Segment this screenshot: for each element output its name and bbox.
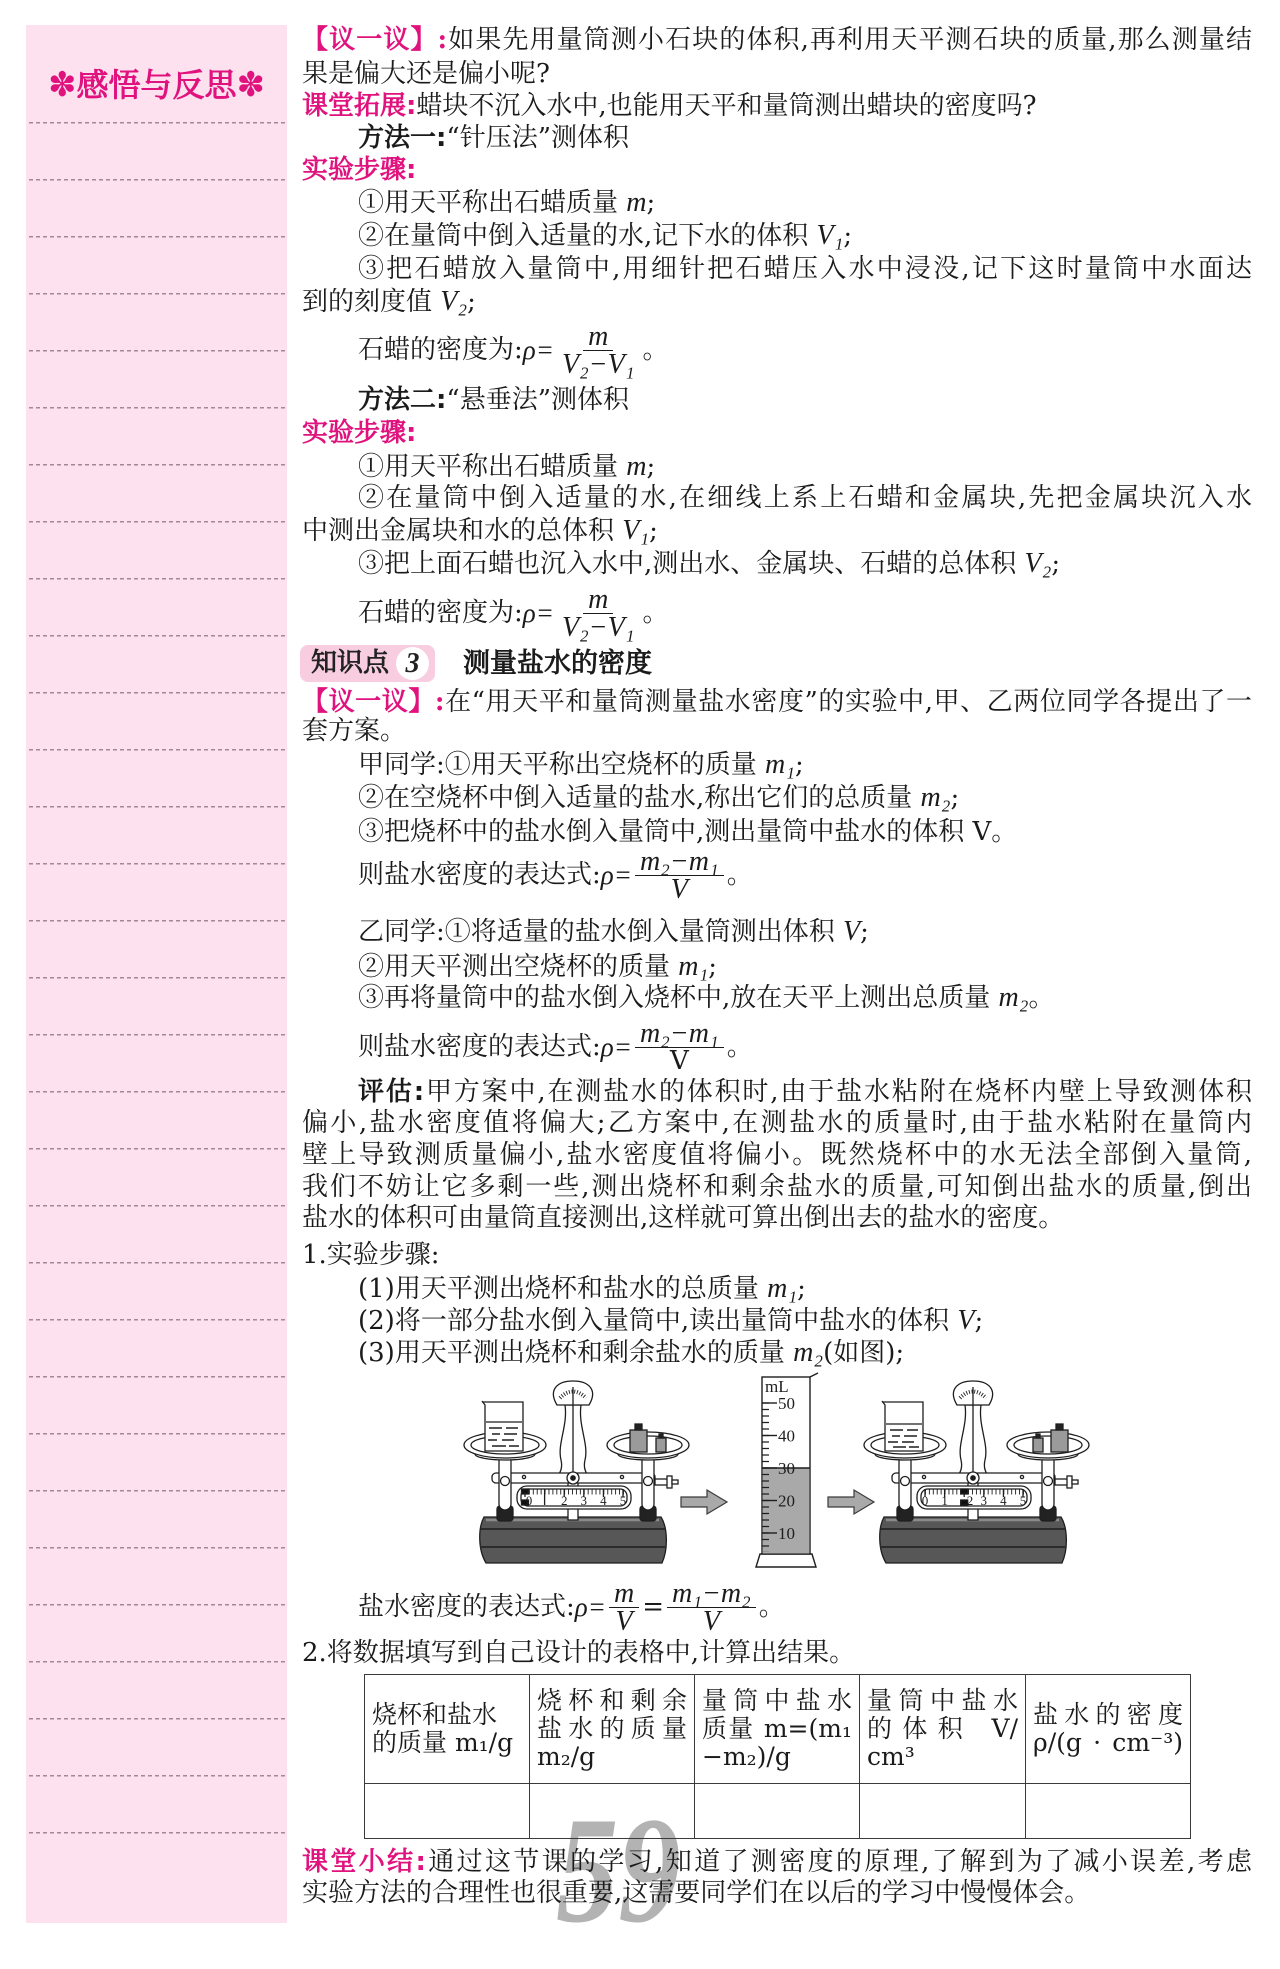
punct: (如图); <box>823 1338 905 1368</box>
equals-sign: = <box>642 1591 664 1622</box>
class-extension-label: 课堂拓展: <box>302 91 417 121</box>
punct: ; <box>795 750 804 780</box>
class-summary-line-1 <box>302 1845 1252 1879</box>
header-line: 量筒中盐水 <box>702 1686 852 1715</box>
numerator: m <box>583 586 613 614</box>
punct: 。 <box>726 859 753 890</box>
reflection-sidebar <box>26 25 287 1923</box>
step-text: ①用天平称出石蜡质量 <box>358 188 627 218</box>
table-cell <box>530 1784 695 1839</box>
formula-lhs: ρ= <box>600 1031 632 1062</box>
brine-discuss-line-2: 套方案。 <box>302 716 407 746</box>
method-2-step-2-line-1: ②在量筒中倒入适量的水,在细线上系上石蜡和金属块,先把金属块沉入水 <box>358 483 1252 513</box>
header-line: 盐水的密度 <box>1033 1700 1183 1729</box>
jia-step-1 <box>302 748 1252 782</box>
header-line: 烧杯和盐水 <box>372 1700 498 1729</box>
jia-density-formula <box>302 843 1252 907</box>
step-text: ③再将量筒中的盐水倒入烧杯中,放在天平上测出总质量 <box>358 983 999 1013</box>
formula-text: 石蜡的密度为: <box>358 597 523 628</box>
method-1-title <box>302 121 1252 155</box>
balance-with-beaker-after-illustration <box>862 1378 1084 1565</box>
brine-density-formula <box>302 1575 1252 1639</box>
table-cell <box>860 1784 1026 1839</box>
variable: V₂ <box>1024 548 1052 579</box>
evaluation-line-2: 偏小,盐水密度值将偏大;乙方案中,在测盐水的质量时,由于盐水粘附在量筒内 <box>302 1108 1252 1138</box>
header-cell-remaining-mass <box>530 1675 695 1784</box>
variable: V <box>957 1305 975 1336</box>
header-cell-density <box>1026 1675 1191 1784</box>
header-line: ρ/(g · cm⁻³) <box>1033 1728 1183 1757</box>
evaluation-text: 甲方案中,在测盐水的体积时,由于盐水粘附在烧杯内壁上导致测体积 <box>424 1077 1253 1107</box>
formula-lhs: ρ= <box>600 859 632 890</box>
variable: m₂ <box>793 1337 824 1368</box>
balance-beam-scale <box>917 1486 1031 1509</box>
balance-pointer-pillar <box>553 1381 592 1477</box>
discuss-label: 【议一议】: <box>302 25 448 55</box>
fraction <box>609 1577 639 1637</box>
variable: V₁ <box>622 515 650 546</box>
fraction <box>635 845 724 905</box>
method-1-step-3-line-1: ③把石蜡放入量筒中,用细针把石蜡压入水中浸没,记下这时量筒中水面达 <box>358 254 1252 284</box>
discuss-label: 【议一议】: <box>302 687 445 717</box>
scale-label: 0 <box>525 1493 533 1508</box>
fraction <box>667 1577 756 1637</box>
balance-beam <box>892 1472 1055 1484</box>
method-2-steps-label: 实验步骤: <box>302 418 417 448</box>
procedure-heading: 1.实验步骤: <box>302 1240 440 1270</box>
scale-label: 5 <box>619 1493 627 1508</box>
header-cell-cylinder-volume <box>860 1675 1026 1784</box>
flower-ornament-icon: ✽ <box>236 65 265 105</box>
punct: ; <box>950 783 960 813</box>
denominator: V <box>669 1045 689 1076</box>
formula-text: 盐水密度的表达式: <box>358 1591 575 1622</box>
cylinder-unit-label: mL <box>765 1377 789 1396</box>
knowledge-point-badge <box>300 645 435 682</box>
fraction <box>635 1017 724 1076</box>
step-text: (3)用天平测出烧杯和剩余盐水的质量 <box>358 1338 794 1368</box>
punct: 。 <box>726 1031 753 1062</box>
scale-label: 2 <box>966 1493 974 1508</box>
header-line: 盐水的质量 <box>537 1714 687 1743</box>
numerator: m₁−m₂ <box>667 1580 756 1608</box>
method-2-title <box>302 383 1252 417</box>
fraction <box>557 320 640 380</box>
header-cell-total-mass <box>365 1675 530 1784</box>
method-2-step-1 <box>302 450 1252 484</box>
method-2-density-formula <box>302 581 1252 645</box>
variable: m <box>626 187 647 218</box>
method-1-label: 方法一: <box>358 123 447 153</box>
beaker-icon <box>482 1401 523 1451</box>
balance-adjust-knob <box>1055 1476 1078 1488</box>
method-1-steps-label: 实验步骤: <box>302 155 417 185</box>
punct: ; <box>646 452 656 482</box>
flower-ornament-icon: ✽ <box>47 65 77 105</box>
cylinder-mark: 20 <box>778 1491 795 1511</box>
balance-with-beaker-before-illustration <box>462 1378 682 1565</box>
formula-lhs: ρ= <box>574 1591 606 1622</box>
header-line: 量筒中盐水 <box>867 1686 1018 1715</box>
method-2-title-text: “悬垂法”测体积 <box>446 385 629 415</box>
numerator: m₂−m₁ <box>635 848 724 876</box>
method-2-step-2-line-2 <box>302 514 1252 548</box>
discuss-prompt-line-1 <box>302 23 1252 57</box>
cylinder-mark: 30 <box>778 1459 795 1478</box>
step-text: ②用天平测出空烧杯的质量 <box>358 952 679 982</box>
evaluation-line-1 <box>302 1075 1252 1109</box>
variable: m₂ <box>920 782 951 813</box>
discuss-text: 如果先用量筒测小石块的体积,再利用天平测石块的质量,那么测量结 <box>447 25 1252 55</box>
balance-beam-scale <box>517 1486 631 1509</box>
procedure-step-2 <box>302 1304 1252 1338</box>
class-extension-text: 蜡块不沉入水中,也能用天平和量筒测出蜡块的密度吗? <box>416 91 1037 121</box>
step-text: ②在量筒中倒入适量的水,记下水的体积 <box>358 221 817 251</box>
method-1-step-1 <box>302 186 1252 220</box>
variable: m₂ <box>998 982 1029 1013</box>
variable: V <box>843 916 861 947</box>
procedure-step-3 <box>302 1336 1252 1370</box>
variable: m₁ <box>767 1273 798 1304</box>
punct: ; <box>649 516 658 546</box>
step-text: 乙同学:①将适量的盐水倒入量筒测出体积 <box>358 917 844 947</box>
formula-text: 则盐水密度的表达式: <box>358 859 601 890</box>
denominator: V₂−V₁ <box>561 611 635 643</box>
table-cell <box>1026 1784 1191 1839</box>
table-cell <box>695 1784 860 1839</box>
punct: ; <box>974 1306 984 1336</box>
header-line: 的体积 V/ <box>867 1714 1018 1743</box>
step-text: 甲同学:①用天平称出空烧杯的质量 <box>358 750 766 780</box>
scale-label: 3 <box>980 1493 988 1508</box>
punct: ; <box>843 221 853 251</box>
denominator: V <box>670 873 688 905</box>
step-text: (2)将一部分盐水倒入量筒中,读出量筒中盐水的体积 <box>358 1306 958 1336</box>
page-number: 59 <box>556 1786 681 1954</box>
denominator: V <box>615 1605 633 1637</box>
header-line: 的质量 m₁/g <box>372 1728 514 1757</box>
cylinder-base <box>756 1554 816 1567</box>
data-table <box>364 1674 1191 1839</box>
weights-icon <box>1033 1424 1068 1452</box>
evaluation-line-3: 壁上导致测质量偏小,盐水密度值将偏小。既然烧杯中的水无法全部倒入量筒, <box>302 1140 1252 1170</box>
balance-right-pan <box>1007 1432 1089 1460</box>
step-text: ①用天平称出石蜡质量 <box>358 452 627 482</box>
formula-text: 则盐水密度的表达式: <box>358 1031 601 1062</box>
variable: V₂ <box>440 286 468 317</box>
punct: ; <box>467 287 476 317</box>
table-cell <box>365 1784 530 1839</box>
table-header-row <box>365 1675 1191 1784</box>
denominator: V₂−V₁ <box>561 348 635 380</box>
punct: 。 <box>1028 983 1055 1013</box>
balance-adjust-knob <box>655 1476 678 1488</box>
evaluation-line-5: 盐水的体积可由量筒直接测出,这样就可算出倒出去的盐水的密度。 <box>302 1203 1065 1233</box>
knowledge-point-label: 知识点 <box>311 648 390 678</box>
header-line: 质量 m=(m₁ <box>702 1714 852 1743</box>
header-line: cm³ <box>867 1742 915 1771</box>
scale-label: 1 <box>941 1493 948 1508</box>
scale-label: 3 <box>580 1493 588 1508</box>
header-line: 烧杯和剩余 <box>537 1686 687 1715</box>
balance-base <box>880 1517 1067 1563</box>
method-1-density-formula <box>302 318 1252 382</box>
step-text: ②在空烧杯中倒入适量的盐水,称出它们的总质量 <box>358 783 921 813</box>
numerator: m₂−m₁ <box>635 1020 724 1048</box>
denominator: V <box>702 1605 720 1637</box>
class-summary-line-2: 实验方法的合理性也很重要,这需要同学们在以后的学习中慢慢体会。 <box>302 1878 1091 1908</box>
class-summary-label: 课堂小结: <box>302 1847 426 1877</box>
punct: 。 <box>642 334 669 365</box>
fraction <box>557 583 640 643</box>
sidebar-ruled-writing-lines <box>29 122 285 1889</box>
graduated-cylinder-illustration <box>750 1372 822 1568</box>
method-1-title-text: “针压法”测体积 <box>446 123 629 153</box>
header-line: m₂/g <box>537 1742 596 1771</box>
discuss-text: 在“用天平和量筒测量盐水密度”的实验中,甲、乙两位同学各提出了一 <box>444 687 1252 717</box>
jia-step-3: ③把烧杯中的盐水倒入量筒中,测出量筒中盐水的体积 V。 <box>358 817 1018 847</box>
header-line: −m₂)/g <box>702 1742 791 1771</box>
balance-pointer-pillar <box>953 1381 992 1477</box>
method-2-step-3 <box>302 547 1252 581</box>
numerator: m <box>609 1580 639 1608</box>
yi-density-formula <box>302 1015 1252 1079</box>
cylinder-mark: 40 <box>778 1426 795 1446</box>
table-task-heading: 2.将数据填写到自己设计的表格中,计算出结果。 <box>302 1638 856 1668</box>
scale-label: 4 <box>600 1493 607 1508</box>
scale-label: 0 <box>921 1493 929 1508</box>
knowledge-point-title: 测量盐水的密度 <box>463 648 652 679</box>
knowledge-point-number: 3 <box>396 647 429 680</box>
variable: m₁ <box>765 749 795 780</box>
procedure-step-1 <box>302 1272 1252 1306</box>
evaluation-label: 评估: <box>358 1077 425 1107</box>
punct: 。 <box>758 1591 785 1622</box>
punct: ; <box>860 917 869 947</box>
numerator: m <box>583 323 613 351</box>
yi-step-3 <box>302 981 1252 1015</box>
header-cell-cylinder-mass <box>695 1675 860 1784</box>
evaluation-line-4: 我们不妨让它多剩一些,测出烧杯和剩余盐水的质量,可知倒出盐水的质量,倒出 <box>302 1172 1252 1202</box>
punct: ; <box>797 1274 806 1304</box>
punct: ; <box>646 188 656 218</box>
beaker-icon <box>882 1401 923 1451</box>
class-summary-text: 通过这节课的学习,知道了测密度的原理,了解到为了减小误差,考虑 <box>425 1847 1253 1877</box>
discuss-prompt-line-2: 果是偏大还是偏小呢? <box>302 59 550 89</box>
step-text: (1)用天平测出烧杯和盐水的总质量 <box>358 1274 768 1304</box>
cylinder-mark: 10 <box>778 1524 795 1543</box>
punct: ; <box>1051 549 1061 579</box>
step-text: ③把上面石蜡也沉入水中,测出水、金属块、石蜡的总体积 <box>358 549 1025 579</box>
punct: 。 <box>642 597 669 628</box>
table-row <box>365 1784 1191 1839</box>
step-text: 到的刻度值 <box>302 287 441 317</box>
variable: m₁ <box>678 951 709 982</box>
class-extension-line <box>302 89 1252 123</box>
method-1-step-2 <box>302 219 1252 253</box>
variable: m <box>626 451 647 482</box>
sidebar-title <box>26 63 287 107</box>
cylinder-spout <box>810 1373 818 1377</box>
method-1-step-3-line-2 <box>302 285 1252 319</box>
formula-text: 石蜡的密度为: <box>358 334 523 365</box>
step-text: 中测出金属块和水的总体积 <box>302 516 623 546</box>
cylinder-mark: 50 <box>778 1394 795 1413</box>
formula-lhs: ρ= <box>522 597 554 628</box>
sidebar-title-text: 感悟与反思 <box>76 66 237 104</box>
formula-lhs: ρ= <box>522 334 554 365</box>
scale-label: 4 <box>1000 1493 1007 1508</box>
balance-beam <box>492 1472 655 1484</box>
scale-label: 2 <box>560 1493 568 1508</box>
balance-right-pan <box>607 1432 689 1460</box>
jia-step-2 <box>302 781 1252 815</box>
balance-base <box>480 1517 667 1563</box>
punct: ; <box>708 952 717 982</box>
scale-label: 5 <box>1019 1493 1027 1508</box>
variable: V₁ <box>816 220 844 251</box>
yi-step-1 <box>302 915 1252 949</box>
arrow-right-icon <box>680 1489 728 1515</box>
method-2-label: 方法二: <box>358 385 447 415</box>
yi-step-2 <box>302 950 1252 984</box>
